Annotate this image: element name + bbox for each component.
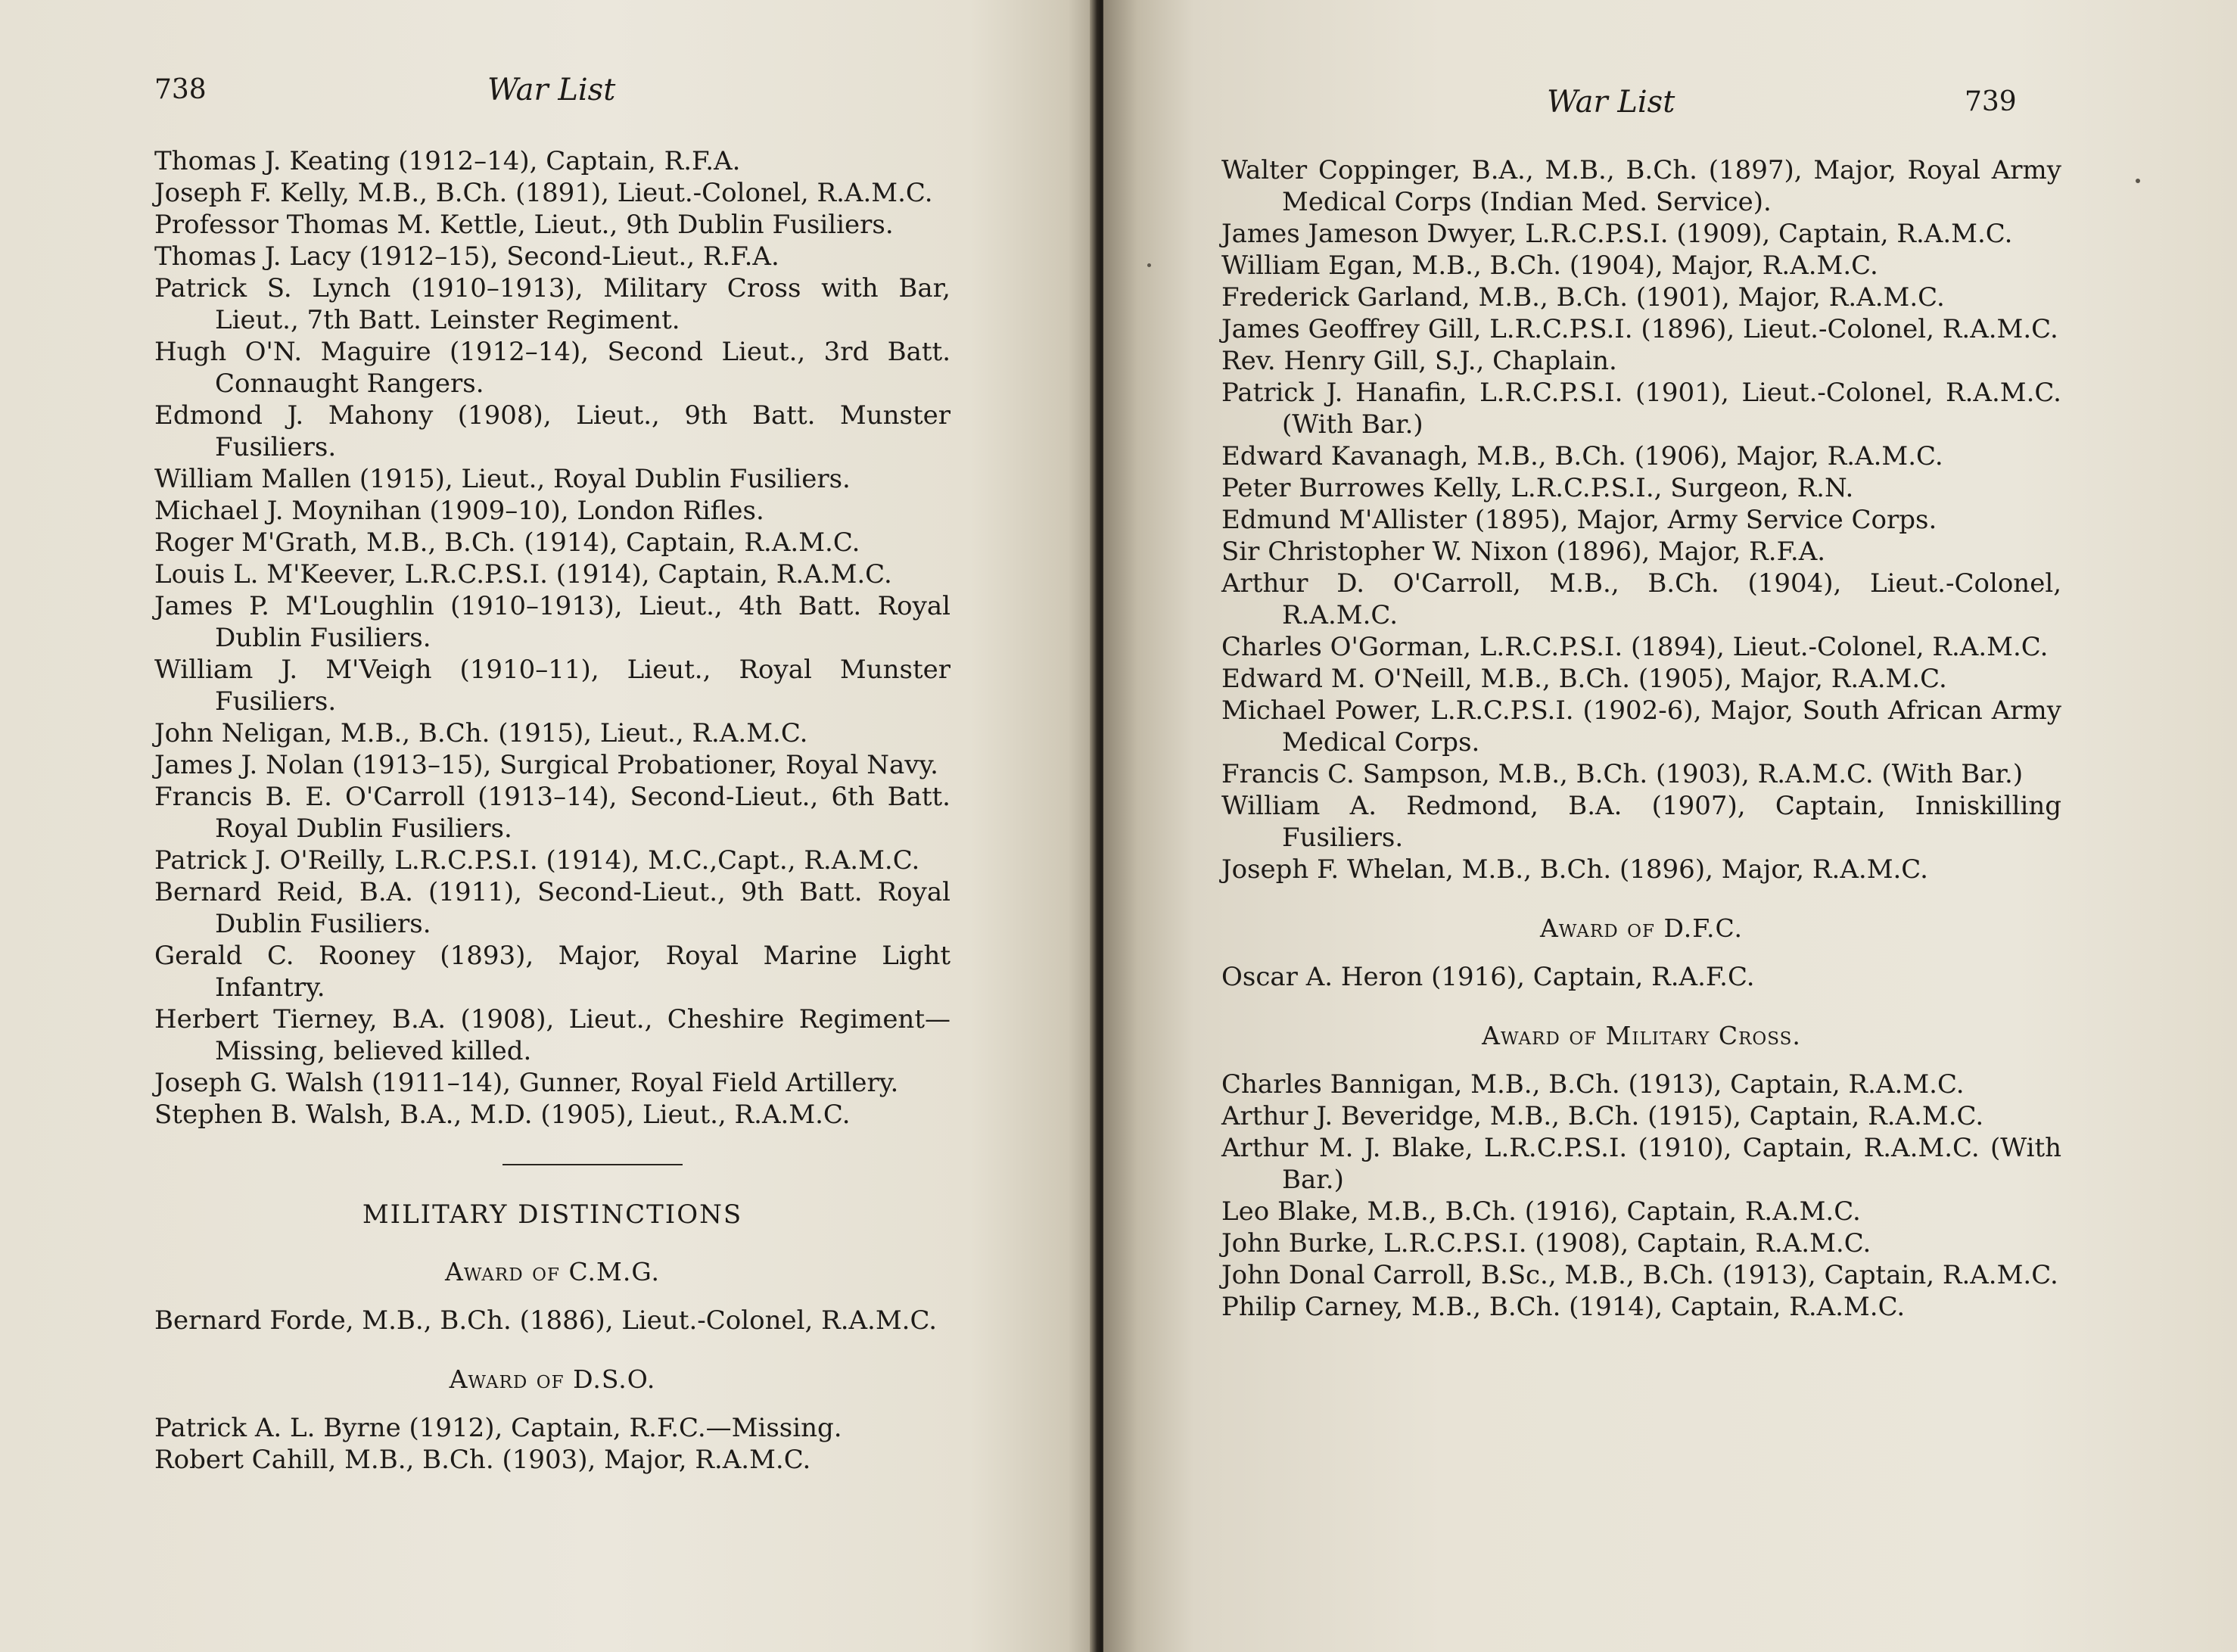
list-entry: Michael J. Moynihan (1909–10), London Rifles. <box>154 496 764 526</box>
list-entry: Edmond J. Mahony (1908), Lieut., 9th Batt. Munster Fusiliers. <box>154 400 950 462</box>
list-entry: William J. M'Veigh (1910–11), Lieut., Royal Munster Fusiliers. <box>154 655 950 717</box>
award-groups <box>154 1256 950 1476</box>
award-entry: Arthur J. Beveridge, M.B., B.Ch. (1915), Captain, R.A.M.C. <box>1221 1101 1984 1131</box>
list-entry: Edmund M'Allister (1895), Major, Army Service Corps. <box>1221 505 1937 535</box>
list-entry: James Jameson Dwyer, L.R.C.P.S.I. (1909), Captain, R.A.M.C. <box>1221 219 2013 249</box>
award-entry: Bernard Forde, M.B., B.Ch. (1886), Lieut.-Colonel, R.A.M.C. <box>154 1305 938 1336</box>
award-group <box>1221 1020 2061 1323</box>
list-entry: Professor Thomas M. Kettle, Lieut., 9th Dublin Fusiliers. <box>154 210 894 240</box>
running-title: War List <box>487 73 616 107</box>
list-entry: James J. Nolan (1913–15), Surgical Probationer, Royal Navy. <box>154 750 938 780</box>
list-entry: Peter Burrowes Kelly, L.R.C.P.S.I., Surgeon, R.N. <box>1221 473 1854 503</box>
right-page <box>1103 0 2237 1652</box>
award-group <box>154 1256 950 1336</box>
paper-speck <box>2136 179 2140 183</box>
list-entry: Charles O'Gorman, L.R.C.P.S.I. (1894), Lieut.-Colonel, R.A.M.C. <box>1221 632 2049 662</box>
page-number: 739 <box>1965 86 2017 117</box>
list-entry: Bernard Reid, B.A. (1911), Second-Lieut., 9th Batt. Royal Dublin Fusiliers. <box>154 877 950 939</box>
list-entry: William A. Redmond, B.A. (1907), Captain, Inniskilling Fusiliers. <box>1221 791 2061 853</box>
list-entry: Arthur D. O'Carroll, M.B., B.Ch. (1904), Lieut.-Colonel, R.A.M.C. <box>1221 568 2061 630</box>
award-entry: Arthur M. J. Blake, L.R.C.P.S.I. (1910), Captain, R.A.M.C. (With Bar.) <box>1221 1133 2061 1195</box>
award-heading: Award of Military Cross. <box>1482 1021 1801 1050</box>
list-entry: William Egan, M.B., B.Ch. (1904), Major, R.A.M.C. <box>1221 250 1878 281</box>
list-entry: Herbert Tierney, B.A. (1908), Lieut., Cheshire Regiment—Missing, believed killed. <box>154 1004 950 1066</box>
award-entry: Philip Carney, M.B., B.Ch. (1914), Captain, R.A.M.C. <box>1221 1292 1906 1322</box>
list-entry: Joseph G. Walsh (1911–14), Gunner, Royal Field Artillery. <box>154 1068 899 1098</box>
list-entry: William Mallen (1915), Lieut., Royal Dublin Fusiliers. <box>154 464 851 494</box>
list-entry: Louis L. M'Keever, L.R.C.P.S.I. (1914), Captain, R.A.M.C. <box>154 559 892 590</box>
section-heading: MILITARY DISTINCTIONS <box>362 1199 743 1230</box>
list-entry: Patrick S. Lynch (1910–1913), Military Cross with Bar, Lieut., 7th Batt. Leinster Regiment. <box>154 273 950 335</box>
page-number: 738 <box>154 74 207 105</box>
award-entry: Robert Cahill, M.B., B.Ch. (1903), Major, R.A.M.C. <box>154 1445 811 1475</box>
right-text-column <box>1221 154 2061 1350</box>
award-entry: Leo Blake, M.B., B.Ch. (1916), Captain, R.A.M.C. <box>1221 1196 1861 1227</box>
award-heading: Award of D.S.O. <box>449 1364 656 1394</box>
list-entry: Frederick Garland, M.B., B.Ch. (1901), Major, R.A.M.C. <box>1221 282 1945 313</box>
award-groups <box>1221 913 2061 1323</box>
section-rule <box>502 1164 683 1165</box>
list-entry: Michael Power, L.R.C.P.S.I. (1902-6), Major, South African Army Medical Corps. <box>1221 695 2061 758</box>
list-entry: Edward Kavanagh, M.B., B.Ch. (1906), Major, R.A.M.C. <box>1221 441 1943 471</box>
list-entry: Rev. Henry Gill, S.J., Chaplain. <box>1221 346 1617 376</box>
list-entry: Stephen B. Walsh, B.A., M.D. (1905), Lieut., R.A.M.C. <box>154 1100 851 1130</box>
list-entry: Francis C. Sampson, M.B., B.Ch. (1903), R.A.M.C. (With Bar.) <box>1221 759 2024 789</box>
list-entry: Roger M'Grath, M.B., B.Ch. (1914), Captain, R.A.M.C. <box>154 527 860 558</box>
left-text-column <box>154 145 950 1503</box>
award-heading: Award of D.F.C. <box>1539 913 1744 943</box>
list-entry: Joseph F. Whelan, M.B., B.Ch. (1896), Major, R.A.M.C. <box>1221 854 1928 885</box>
award-heading: Award of C.M.G. <box>444 1257 660 1286</box>
list-entry: Francis B. E. O'Carroll (1913–14), Second-Lieut., 6th Batt. Royal Dublin Fusiliers. <box>154 782 950 844</box>
list-entry: Thomas J. Keating (1912–14), Captain, R.F.A. <box>154 146 741 176</box>
list-entry: Patrick J. O'Reilly, L.R.C.P.S.I. (1914), M.C.,Capt., R.A.M.C. <box>154 845 920 876</box>
list-entry: John Neligan, M.B., B.Ch. (1915), Lieut., R.A.M.C. <box>154 718 808 748</box>
entry-list <box>154 145 950 1131</box>
list-entry: Gerald C. Rooney (1893), Major, Royal Marine Light Infantry. <box>154 941 950 1003</box>
list-entry: Walter Coppinger, B.A., M.B., B.Ch. (1897), Major, Royal Army Medical Corps (Indian Med. Service). <box>1221 155 2061 217</box>
paper-speck <box>1147 263 1151 267</box>
list-entry: Sir Christopher W. Nixon (1896), Major, R.F.A. <box>1221 537 1826 567</box>
running-title: War List <box>1547 85 1675 120</box>
list-entry: James Geoffrey Gill, L.R.C.P.S.I. (1896), Lieut.-Colonel, R.A.M.C. <box>1221 314 2058 344</box>
award-entry: Oscar A. Heron (1916), Captain, R.A.F.C. <box>1221 962 1755 992</box>
list-entry: Thomas J. Lacy (1912–15), Second-Lieut., R.F.A. <box>154 241 779 272</box>
award-entry: John Donal Carroll, B.Sc., M.B., B.Ch. (1913), Captain, R.A.M.C. <box>1221 1260 2058 1290</box>
award-entry: Charles Bannigan, M.B., B.Ch. (1913), Captain, R.A.M.C. <box>1221 1069 1965 1100</box>
list-entry: Edward M. O'Neill, M.B., B.Ch. (1905), Major, R.A.M.C. <box>1221 664 1947 694</box>
entry-list <box>1221 154 2061 885</box>
list-entry: Hugh O'N. Maguire (1912–14), Second Lieut., 3rd Batt. Connaught Rangers. <box>154 337 950 399</box>
list-entry: Joseph F. Kelly, M.B., B.Ch. (1891), Lieut.-Colonel, R.A.M.C. <box>154 178 933 208</box>
list-entry: James P. M'Loughlin (1910–1913), Lieut., 4th Batt. Royal Dublin Fusiliers. <box>154 591 950 653</box>
award-group <box>154 1364 950 1476</box>
left-page <box>0 0 1101 1652</box>
list-entry: Patrick J. Hanafin, L.R.C.P.S.I. (1901), Lieut.-Colonel, R.A.M.C. (With Bar.) <box>1221 378 2061 440</box>
award-entry: Patrick A. L. Byrne (1912), Captain, R.F.C.—Missing. <box>154 1413 842 1443</box>
award-group <box>1221 913 2061 993</box>
award-entry: John Burke, L.R.C.P.S.I. (1908), Captain, R.A.M.C. <box>1221 1228 1871 1258</box>
